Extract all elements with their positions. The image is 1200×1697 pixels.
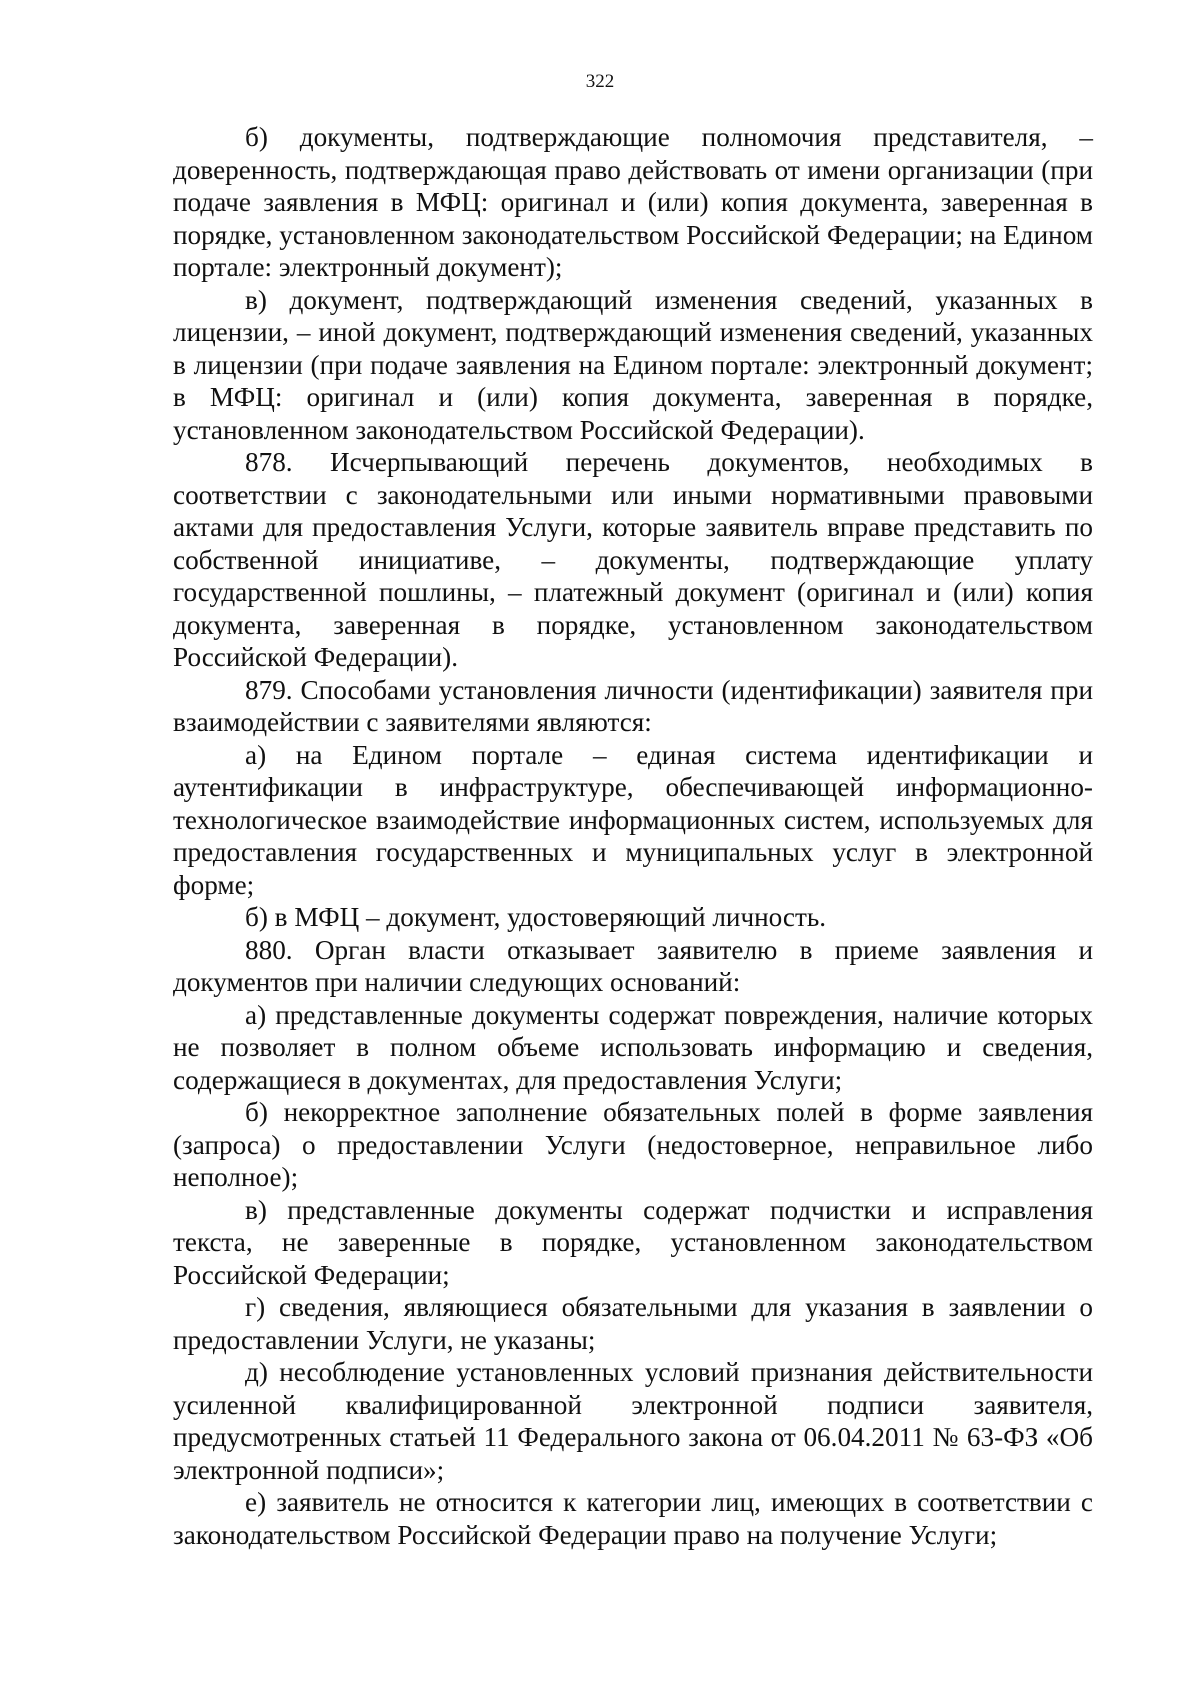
paragraph-b-representative-documents: б) документы, подтверждающие полномочия представителя, – доверенность, подтверждающая право действовать от имени организации (при подаче заявления в МФЦ: оригинал и (или) копия документа, заверенная в порядке, установленном законодательством Российской Федерации; на Едином портале: электронный документ); xyxy=(173,122,1093,282)
paragraph-v-license-change-document: в) документ, подтверждающий изменения сведений, указанных в лицензии, – иной документ, подтверждающий изменения сведений, указанных в лицензии (при подаче заявления на Едином портале: электронный документ; в МФЦ: оригинал и (или) копия документа, заверенная в порядке, установленном законодательством Российской Федерации). xyxy=(173,284,1093,445)
paragraph-d-signature-conditions: д) несоблюдение установленных условий признания действительности усиленной квалифицированной электронной подписи заявителя, предусмотренных статьей 11 Федерального закона от 06.04.2011 № 63-ФЗ «Об электронной подписи»; xyxy=(173,1357,1093,1485)
paragraph-v-erasures-corrections: в) представленные документы содержат подчистки и исправления текста, не заверенные в порядке, установленном законодательством Российской Федерации; xyxy=(173,1194,1093,1290)
paragraph-a-damaged-documents: а) представленные документы содержат повреждения, наличие которых не позволяет в полном объеме использовать информацию и сведения, содержащиеся в документах, для предоставления Услуги; xyxy=(173,999,1093,1095)
paragraph-878-optional-documents: 878. Исчерпывающий перечень документов, необходимых в соответствии с законодательными или иными нормативными правовыми актами для предоставления Услуги, которые заявитель вправе представить по собственной инициативе, – документы, подтверждающие уплату государственной пошлины, – платежный документ (оригинал и (или) копия документа, заверенная в порядке, установленном законодательством Российской Федерации). xyxy=(173,447,1093,672)
paragraph-a-unified-portal: а) на Едином портале – единая система идентификации и аутентификации в инфраструктуре, обеспечивающей информационно-технологическое взаимодействие информационных систем, используемых для предоставления государственных и муниципальных услуг в электронной форме; xyxy=(173,739,1093,900)
page-number: 322 xyxy=(585,71,615,92)
paragraph-880-refusal-grounds: 880. Орган власти отказывает заявителю в приеме заявления и документов при наличии следующих оснований: xyxy=(173,934,1093,997)
paragraph-b-mfc-identity: б) в МФЦ – документ, удостоверяющий личность. xyxy=(245,902,827,932)
paragraph-g-missing-information: г) сведения, являющиеся обязательными для указания в заявлении о предоставлении Услуги, не указаны; xyxy=(173,1292,1093,1355)
document-body xyxy=(173,121,1093,1551)
paragraph-b-incorrect-fields: б) некорректное заполнение обязательных полей в форме заявления (запроса) о предоставлении Услуги (недостоверное, неправильное либо неполное); xyxy=(173,1097,1093,1192)
paragraph-879-identification-methods: 879. Способами установления личности (идентификации) заявителя при взаимодействии с заявителями являются: xyxy=(173,674,1093,737)
paragraph-e-applicant-category: е) заявитель не относится к категории лиц, имеющих в соответствии с законодательством Российской Федерации право на получение Услуги; xyxy=(173,1487,1093,1550)
